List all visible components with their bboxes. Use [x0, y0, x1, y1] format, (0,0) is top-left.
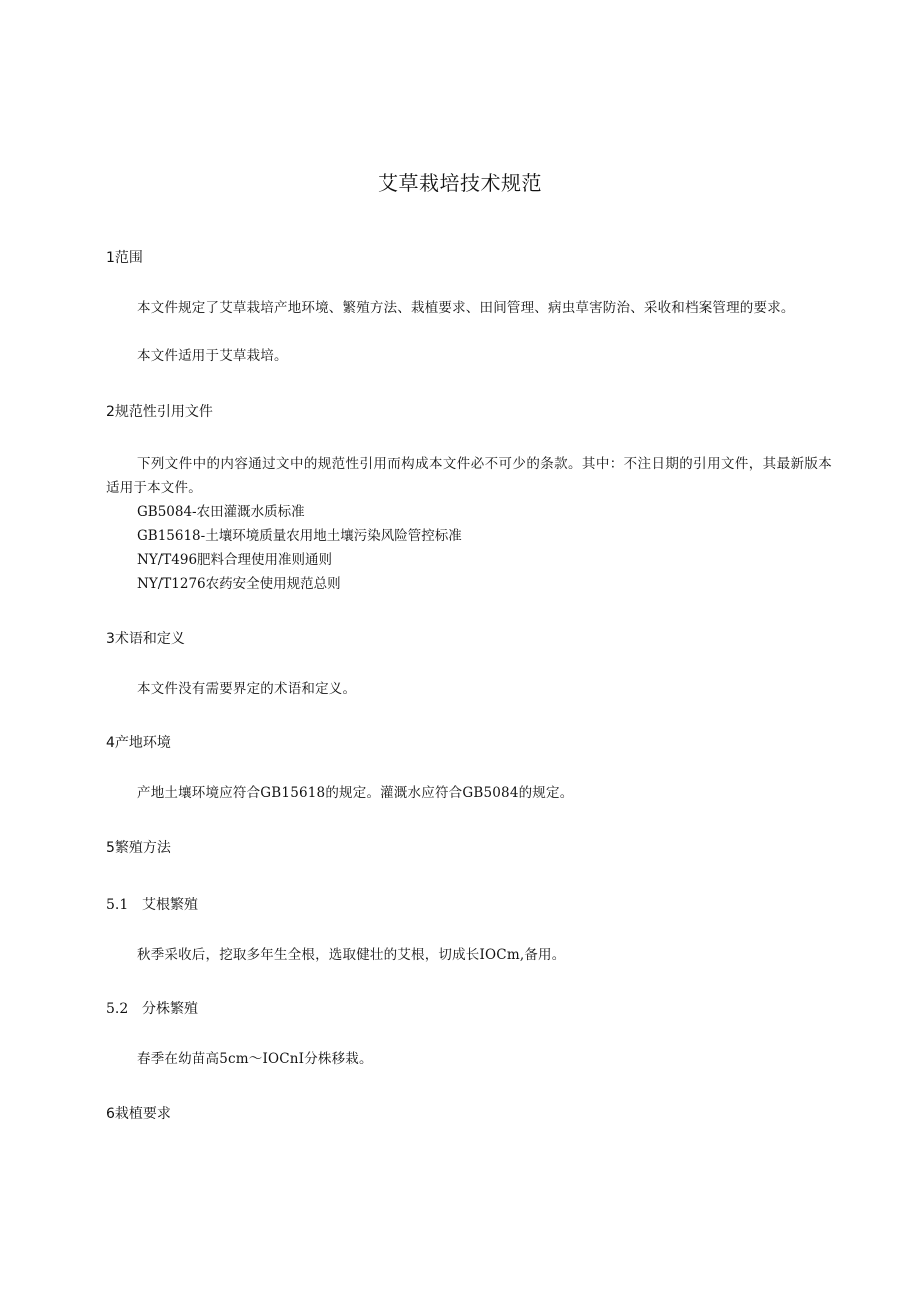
reference-item: NY/T1276农药安全使用规范总则	[137, 576, 341, 592]
section-terms-paragraph: 本文件没有需要界定的术语和定义。	[137, 681, 357, 697]
subsection-heading-division-propagation	[106, 999, 198, 1019]
subsection-title: 艾根繁殖	[142, 897, 198, 913]
section-heading-planting-requirements: 6栽植要求	[106, 1106, 171, 1122]
section-heading-environment: 4产地环境	[106, 735, 171, 751]
subsection-heading-root-propagation	[106, 895, 198, 915]
section-references-paragraph: 下列文件中的内容通过文中的规范性引用而构成本文件必不可少的条款。其中：不注日期的引用文件，其最新版本适用于本文件。	[106, 456, 832, 496]
subsection-root-propagation-paragraph: 秋季采收后，挖取多年生全根，选取健壮的艾根，切成长IOCm,备用。	[137, 947, 566, 963]
subsection-number: 5.1	[106, 897, 129, 913]
subsection-title: 分株繁殖	[142, 1001, 198, 1017]
section-scope-paragraph-1: 本文件规定了艾草栽培产地环境、繁殖方法、栽植要求、田间管理、病虫草害防治、采收和档案管理的要求。	[137, 300, 795, 316]
reference-item: NY/T496肥料合理使用准则通则	[137, 552, 333, 568]
subsection-division-propagation-paragraph: 春季在幼苗高5cm～IOCnI分株移栽。	[137, 1051, 373, 1067]
section-heading-terms: 3术语和定义	[106, 631, 185, 647]
section-heading-propagation: 5繁殖方法	[106, 840, 171, 856]
reference-item: GB5084-农田灌溉水质标准	[137, 504, 305, 520]
subsection-number: 5.2	[106, 1001, 129, 1017]
section-heading-scope: 1范围	[106, 250, 143, 266]
section-scope-paragraph-2: 本文件适用于艾草栽培。	[137, 348, 288, 364]
section-environment-paragraph: 产地土壤环境应符合GB15618的规定。灌溉水应符合GB5084的规定。	[137, 785, 574, 801]
document-title: 艾草栽培技术规范	[378, 171, 542, 195]
reference-item: GB15618-土壤环境质量农用地土壤污染风险管控标准	[137, 528, 462, 544]
section-heading-normative-references: 2规范性引用文件	[106, 404, 213, 420]
